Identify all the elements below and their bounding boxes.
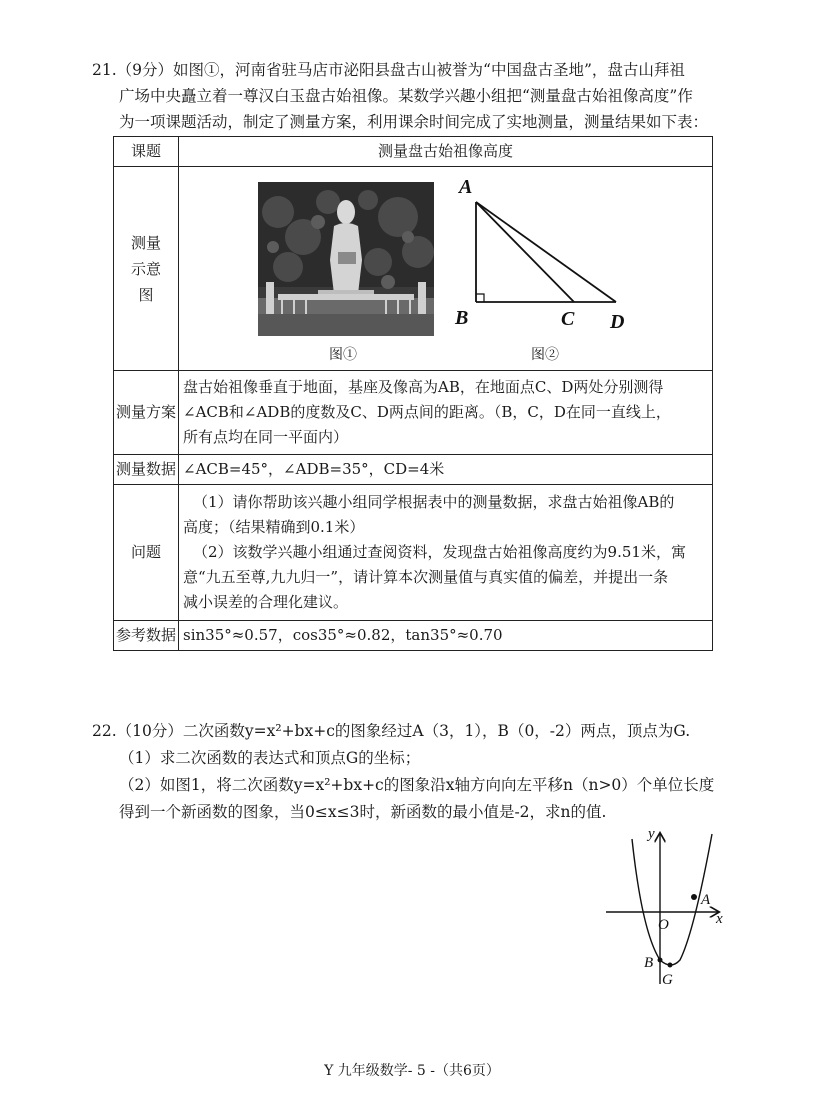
point-c-label: C — [561, 308, 575, 330]
fig1-caption: 图① — [329, 347, 357, 363]
x-axis-label: x — [716, 911, 723, 927]
segment-ad — [476, 202, 616, 302]
page-footer: Y 九年级数学- 5 -（共6页） — [324, 1063, 500, 1079]
ref-value: sin35°≈0.57，cos35°≈0.82，tan35°≈0.70 — [179, 621, 713, 651]
point-b — [658, 958, 663, 963]
data-value: ∠ACB=45°，∠ADB=35°，CD=4米 — [179, 455, 713, 485]
parabola-curve — [632, 834, 712, 965]
right-angle-mark — [476, 294, 484, 302]
q22-line-2: （1）求二次函数的表达式和顶点G的坐标； — [119, 749, 421, 767]
q21-line-3: 为一项课题活动，制定了测量方案，利用课余时间完成了实地测量，测量结果如下表： — [119, 113, 709, 131]
plan-line-3: 所有点均在同一平面内） — [183, 428, 349, 446]
point-a-label: A — [459, 176, 473, 198]
data-label: 测量数据 — [114, 455, 179, 485]
question-2-line-1: （2）该数学兴趣小组通过查阅资料，发现盘古始祖像高度约为9.51米，寓 — [193, 543, 686, 561]
statue-photo — [258, 182, 434, 336]
q21-line-2: 广场中央矗立着一尊汉白玉盘古始祖像。某数学兴趣小组把“测量盘古始祖像高度”作 — [119, 87, 693, 105]
parabola-graph — [604, 822, 734, 987]
q22-line-1: 22.（10分）二次函数y=x²+bx+c的图象经过A（3，1），B（0，-2）两点，顶点为G. — [92, 722, 691, 740]
plan-line-1: 盘古始祖像垂直于地面，基座及像高为AB，在地面点C、D两处分别测得 — [183, 378, 664, 396]
ref-label: 参考数据 — [114, 621, 179, 651]
topic-label: 课题 — [114, 137, 179, 167]
plan-label: 测量方案 — [114, 371, 179, 455]
point-g — [668, 963, 673, 968]
question-1-line-2: 高度；（结果精确到0.1米） — [183, 518, 365, 536]
diagram-label: 测量示意图 — [114, 167, 179, 371]
q22-line-4: 得到一个新函数的图象，当0≤x≤3时，新函数的最小值是-2，求n的值. — [119, 803, 607, 821]
fig2-caption: 图② — [531, 347, 559, 363]
q21-line-1: 21.（9分）如图①，河南省驻马店市泌阳县盘古山被誉为“中国盘古圣地”，盘古山拜祖 — [92, 61, 685, 79]
q22-line-3: （2）如图1，将二次函数y=x²+bx+c的图象沿x轴方向向左平移n（n>0）个单位长度 — [119, 776, 715, 794]
question-2-line-3: 减小误差的合理化建议。 — [183, 593, 349, 611]
segment-ac — [476, 202, 574, 302]
point-b-label: B — [455, 307, 469, 329]
point-a — [691, 894, 697, 900]
question-2-line-2: 意“九五至尊,九九归一”，请计算本次测量值与真实值的偏差，并提出一条 — [183, 568, 669, 586]
plan-line-2: ∠ACB和∠ADB的度数及C、D两点间的距离。（B，C，D在同一直线上， — [183, 403, 671, 421]
triangle-diagram — [450, 176, 640, 336]
y-axis-label: y — [648, 826, 655, 842]
point-d-label: D — [610, 311, 625, 333]
point-a-label: A — [701, 892, 711, 908]
point-b-label: B — [644, 955, 654, 971]
topic-value: 测量盘古始祖像高度 — [179, 137, 713, 167]
question-label: 问题 — [114, 485, 179, 621]
question-1-line-1: （1）请你帮助该兴趣小组同学根据表中的测量数据，求盘古始祖像AB的 — [193, 493, 675, 511]
point-g-label: G — [662, 972, 673, 987]
origin-label: O — [658, 917, 669, 933]
